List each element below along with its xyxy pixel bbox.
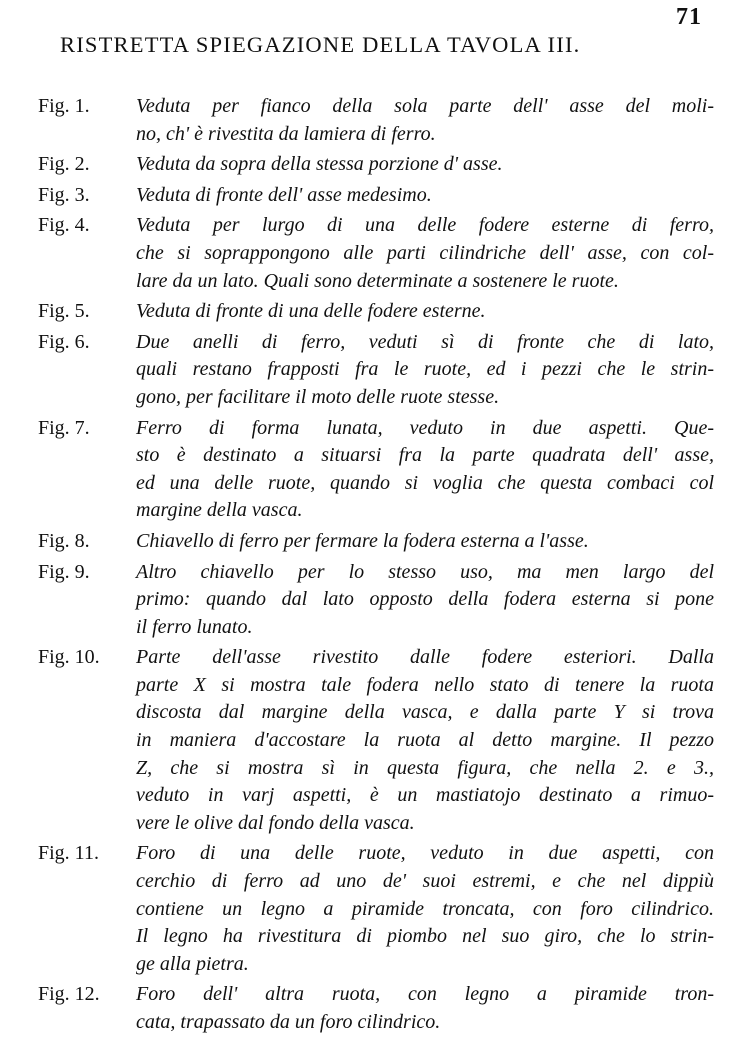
description-line: lare da un lato. Quali sono determinate a sostenere le ruote.: [136, 269, 619, 292]
description-line: discosta dal margine della vasca, e dalla parte Y si trova: [136, 701, 714, 724]
figure-description: [136, 182, 714, 210]
description-line: veduto in varj aspetti, è un mastiatojo destinato a rimuo-: [136, 784, 714, 807]
figure-description: [136, 840, 714, 978]
description-line: Veduta di fronte dell' asse medesimo.: [136, 183, 432, 206]
figure-entry: [38, 840, 714, 978]
figure-description: [136, 329, 714, 412]
figure-entry: [38, 182, 714, 210]
figure-description: [136, 559, 714, 642]
figure-description: [136, 981, 714, 1036]
description-line: in maniera d'accostare la ruota al detto margine. Il pezzo: [136, 729, 714, 752]
figure-label: Fig. 8.: [38, 529, 90, 552]
figure-description: [136, 528, 714, 556]
description-line: parte X si mostra tale fodera nello stato di tenere la ruota: [136, 673, 714, 696]
figure-label: Fig. 6.: [38, 330, 90, 353]
description-line: vere le olive dal fondo della vasca.: [136, 811, 415, 834]
description-line: Z, che si mostra sì in questa figura, che nella 2. e 3.,: [136, 756, 714, 779]
description-line: sto è destinato a situarsi fra la parte quadrata dell' asse,: [136, 444, 714, 467]
description-line: Veduta di fronte di una delle fodere esterne.: [136, 300, 486, 323]
figure-entry: [38, 212, 714, 295]
figure-description: [136, 644, 714, 837]
figure-label: Fig. 3.: [38, 183, 90, 206]
figure-label: Fig. 7.: [38, 416, 90, 439]
figure-label: Fig. 5.: [38, 300, 90, 323]
figure-entry: [38, 298, 714, 326]
description-line: che si soprappongono alle parti cilindriche dell' asse, con col-: [136, 241, 714, 264]
figure-list: [38, 93, 714, 1040]
page-number: 71: [676, 4, 702, 30]
description-line: Chiavello di ferro per fermare la fodera esterna a l'asse.: [136, 529, 589, 552]
description-line: Foro di una delle ruote, veduto in due aspetti, con: [136, 842, 714, 865]
description-line: Due anelli di ferro, veduti sì di fronte che di lato,: [136, 330, 714, 353]
figure-label: Fig. 9.: [38, 560, 90, 583]
description-line: cerchio di ferro ad uno de' suoi estremi, e che nel dippiù: [136, 870, 714, 893]
figure-label: Fig. 4.: [38, 214, 90, 237]
description-line: primo: quando dal lato opposto della fodera esterna si pone: [136, 588, 714, 611]
figure-entry: [38, 559, 714, 642]
figure-entry: [38, 329, 714, 412]
description-line: Altro chiavello per lo stesso uso, ma men largo del: [136, 560, 714, 583]
description-line: Il legno ha rivestitura di piombo nel suo giro, che lo strin-: [136, 925, 714, 948]
description-line: Veduta per lurgo di una delle fodere esterne di ferro,: [136, 214, 714, 237]
page-title: RISTRETTA SPIEGAZIONE DELLA TAVOLA III.: [60, 32, 581, 57]
figure-entry: [38, 528, 714, 556]
description-line: no, ch' è rivestita da lamiera di ferro.: [136, 122, 436, 145]
figure-entry: [38, 93, 714, 148]
figure-description: [136, 298, 714, 326]
description-line: il ferro lunato.: [136, 615, 253, 638]
figure-label: Fig. 2.: [38, 153, 90, 176]
figure-description: [136, 212, 714, 295]
figure-label: Fig. 12.: [38, 983, 100, 1006]
description-line: Ferro di forma lunata, veduto in due aspetti. Que-: [136, 416, 714, 439]
description-line: Parte dell'asse rivestito dalle fodere esteriori. Dalla: [136, 646, 714, 669]
figure-label: Fig. 1.: [38, 95, 90, 117]
description-line: gono, per facilitare il moto delle ruote stesse.: [136, 385, 500, 408]
figure-entry: [38, 415, 714, 525]
figure-entry: [38, 151, 714, 179]
description-line: quali restano frapposti fra le ruote, ed i pezzi che le strin-: [136, 358, 714, 381]
figure-description: [136, 415, 714, 525]
figure-entry: [38, 644, 714, 837]
description-line: cata, trapassato da un foro cilindrico.: [136, 1011, 441, 1033]
figure-label: Fig. 10.: [38, 646, 100, 669]
figure-description: [136, 93, 714, 148]
description-line: ed una delle ruote, quando si voglia che questa combaci col: [136, 471, 714, 494]
figure-description: [136, 151, 714, 179]
description-line: contiene un legno a piramide troncata, con foro cilindrico.: [136, 897, 714, 920]
description-line: ge alla pietra.: [136, 952, 249, 975]
figure-entry: [38, 981, 714, 1036]
figure-label: Fig. 11.: [38, 842, 99, 865]
description-line: Veduta per fianco della sola parte dell' asse del moli-: [136, 95, 714, 117]
description-line: margine della vasca.: [136, 499, 303, 522]
description-line: Foro dell' altra ruota, con legno a piramide tron-: [136, 983, 714, 1006]
description-line: Veduta da sopra della stessa porzione d' asse.: [136, 153, 503, 176]
